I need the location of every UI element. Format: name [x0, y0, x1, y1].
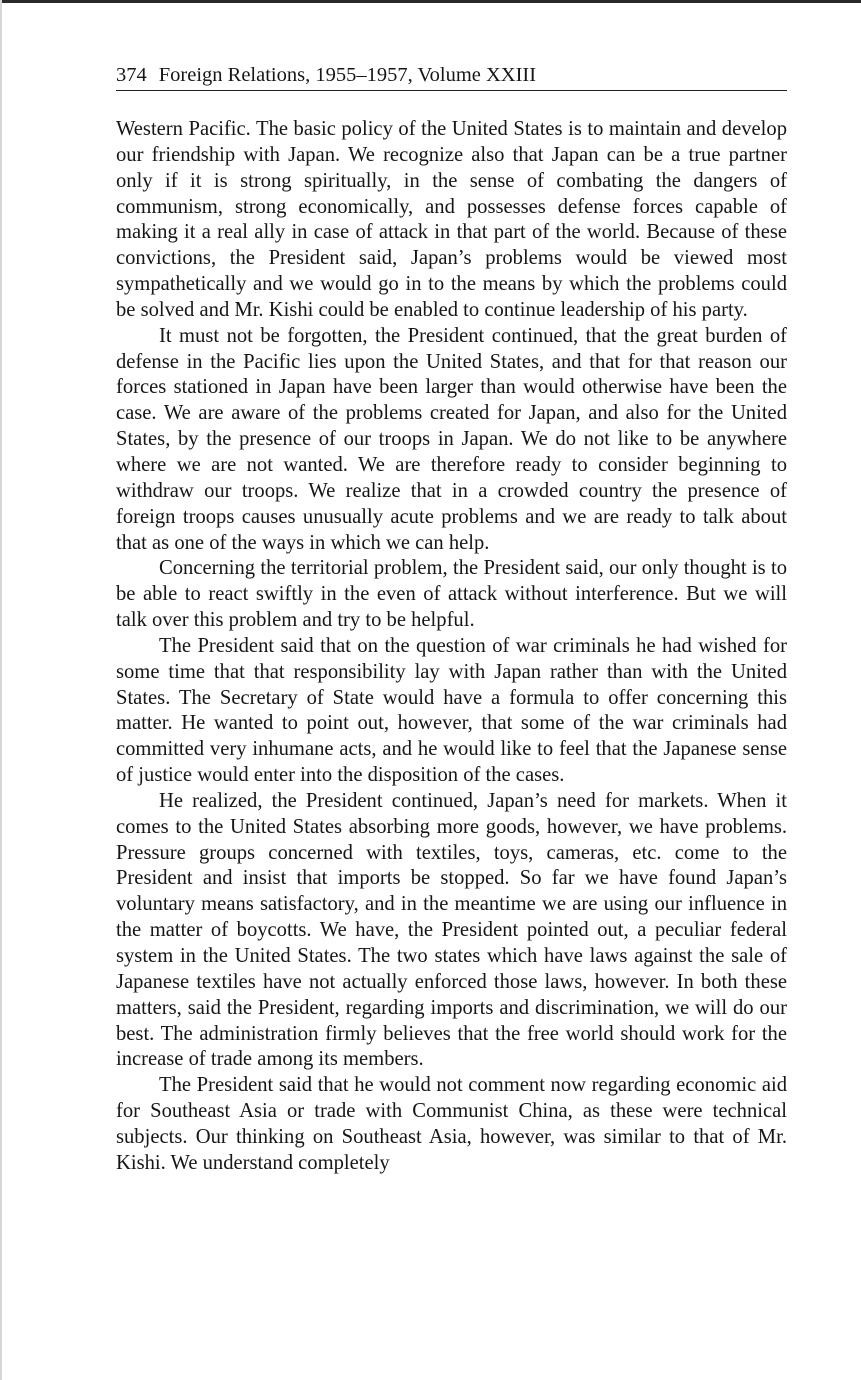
page-number: 374: [116, 64, 147, 86]
page-top-edge: [0, 0, 861, 3]
paragraph-2: It must not be forgotten, the President continued, that the great burden of defense in the Pacific lies upon the United States, and that for that reason our forces stationed in Japan have been larger than would otherwise have been the case. We are aware of the problems created for Japan, and also for the United States, by the presence of our troops in Japan. We do not like to be anywhere where we are not wanted. We are therefore ready to consider beginning to withdraw our troops. We realize that in a crowded country the presence of foreign troops causes unusually acute problems and we are ready to talk about that as one of the ways in which we can help.: [116, 324, 787, 554]
page-left-edge: [0, 0, 2, 1380]
paragraph-4: The President said that on the question of war criminals he had wished for some time that that responsibility lay with Japan rather than with the United States. The Secretary of State would have a formula to offer concerning this matter. He wanted to point out, however, that some of the war criminals had committed very inhumane acts, and he would like to feel that the Japanese sense of justice would enter into the disposition of the cases.: [116, 634, 787, 787]
body-text: [116, 117, 787, 1177]
publication-title: Foreign Relations, 1955–1957, Volume XXIII: [158, 64, 537, 86]
paragraph-5: He realized, the President continued, Japan’s need for markets. When it comes to the United States absorbing more goods, however, we have problems. Pressure groups concerned with textiles, toys, cameras, etc. come to the President and insist that imports be stopped. So far we have found Japan’s voluntary means satisfactory, and in the meantime we are using our influence in the matter of boycotts. We have, the President pointed out, a peculiar federal system in the United States. The two states which have laws against the sale of Japanese textiles have not actually enforced those laws, however. In both these matters, said the President, regarding imports and discrimination, we will do our best. The administration firmly believes that the free world should work for the increase of trade among its members.: [116, 789, 787, 1071]
running-head: [116, 62, 787, 91]
paragraph-1: Western Pacific. The basic policy of the United States is to maintain and develop our friendship with Japan. We recognize also that Japan can be a true partner only if it is strong spiritually, in the sense of combating the dangers of communism, strong economically, and possesses defense forces capable of making it a real ally in case of attack in that part of the world. Because of these convictions, the President said, Japan’s problems would be viewed most sympathetically and we would go in to the means by which the problems could be solved and Mr. Kishi could be enabled to continue leadership of his party.: [116, 118, 787, 321]
paragraph-3: Concerning the territorial problem, the President said, our only thought is to be able to react swiftly in the even of attack without interference. But we will talk over this problem and try to be helpful.: [116, 557, 787, 632]
paragraph-6: The President said that he would not comment now regarding economic aid for Southeast Asia or trade with Communist China, as these were technical subjects. Our thinking on Southeast Asia, however, was similar to that of Mr. Kishi. We understand completely: [116, 1074, 787, 1174]
